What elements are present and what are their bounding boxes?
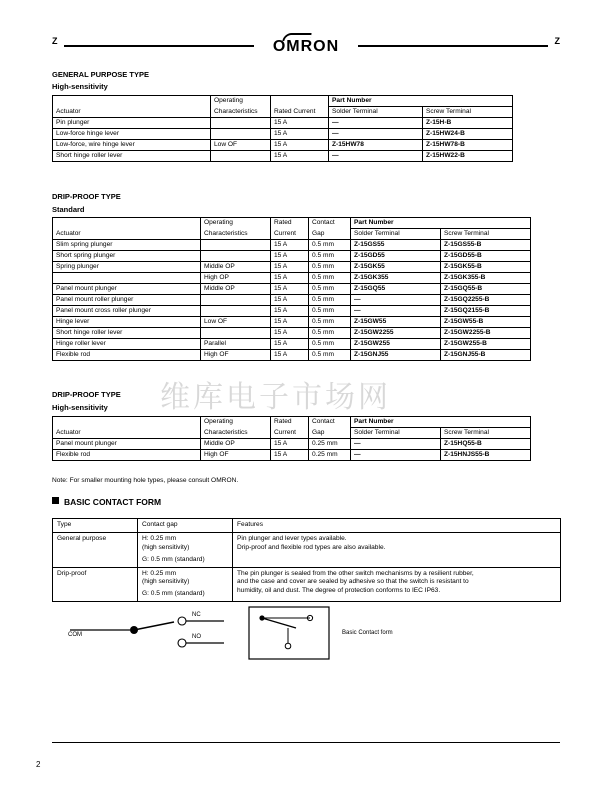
header-cell-operating: Operating xyxy=(211,96,271,107)
cell-solder: Z-15GW2255 xyxy=(351,328,441,339)
table-row xyxy=(53,129,513,140)
cell-gap: 0.5 mm xyxy=(309,339,351,350)
page-header xyxy=(0,28,612,62)
header-cell-actuator: Actuator xyxy=(53,229,201,240)
cell-contact-gap xyxy=(138,567,233,602)
page-number: 2 xyxy=(36,760,41,769)
header-cell-gap: Gap xyxy=(309,229,351,240)
section-title-dripproof-high: DRIP-PROOF TYPE xyxy=(52,390,121,399)
cell-screw: Z-15GW2255-B xyxy=(441,328,531,339)
cell-solder: — xyxy=(351,295,441,306)
cell-actuator: Low-force, wire hinge lever xyxy=(53,140,211,151)
cell-screw: Z-15GQ2155-B xyxy=(441,306,531,317)
gap-line: G: 0.5 mm (standard) xyxy=(142,555,205,563)
cell-operating xyxy=(211,151,271,162)
table-row xyxy=(53,295,531,306)
cell-contact-gap xyxy=(138,532,233,567)
section-subtitle-dripproof-standard: Standard xyxy=(52,205,85,214)
header-rule-right xyxy=(358,45,548,47)
cell-actuator: Spring plunger xyxy=(53,262,201,273)
header-cell-characteristics: Characteristics xyxy=(201,229,271,240)
cell-solder: — xyxy=(351,306,441,317)
table-header-row xyxy=(53,519,561,533)
cell-solder: — xyxy=(329,151,423,162)
table-row xyxy=(53,532,561,567)
cell-screw: Z-15H-B xyxy=(423,118,513,129)
cell-gap: 0.5 mm xyxy=(309,251,351,262)
table-header-row xyxy=(53,417,531,428)
cell-solder: Z-15GNJ55 xyxy=(351,350,441,361)
cell-gap: 0.25 mm xyxy=(309,450,351,461)
header-cell-part-number: Part Number xyxy=(351,417,531,428)
cell-current: 15 A xyxy=(271,273,309,284)
header-cell-blank xyxy=(53,218,201,229)
section-subtitle-general: High-sensitivity xyxy=(52,82,108,91)
gap-line: G: 0.5 mm (standard) xyxy=(142,590,205,598)
table-header-row-2 xyxy=(53,107,513,118)
table-row xyxy=(53,567,561,602)
feature-line: Drip-proof and flexible rod types are also available. xyxy=(237,543,386,551)
header-cell-rated: Rated xyxy=(271,218,309,229)
cell-current: 15 A xyxy=(271,328,309,339)
header-cell-gap: Gap xyxy=(309,428,351,439)
cell-current: 15 A xyxy=(271,129,329,140)
cell-type: Drip-proof xyxy=(53,567,138,602)
cell-current: 15 A xyxy=(271,306,309,317)
cell-actuator: Slim spring plunger xyxy=(53,240,201,251)
cell-screw: Z-15HW24-B xyxy=(423,129,513,140)
basic-contact-form-heading xyxy=(52,497,161,507)
cell-screw: Z-15GW55-B xyxy=(441,317,531,328)
label-com: COM xyxy=(68,632,82,638)
cell-operating: High OF xyxy=(201,450,271,461)
cell-screw: Z-15GD55-B xyxy=(441,251,531,262)
table-row xyxy=(53,240,531,251)
cell-screw: Z-15GW255-B xyxy=(441,339,531,350)
cell-screw: Z-15GK55-B xyxy=(441,262,531,273)
label-no: NO xyxy=(192,634,201,640)
header-cell-blank xyxy=(53,96,211,107)
cell-operating: Low OF xyxy=(211,140,271,151)
cell-gap: 0.5 mm xyxy=(309,284,351,295)
gap-line: H: 0.25 mm xyxy=(142,569,177,577)
table-row xyxy=(53,450,531,461)
cell-screw: Z-15GK355-B xyxy=(441,273,531,284)
cell-operating xyxy=(211,118,271,129)
header-cell-contact: Contact xyxy=(309,218,351,229)
cell-actuator: Panel mount plunger xyxy=(53,439,201,450)
header-cell-operating: Operating xyxy=(201,417,271,428)
cell-screw: Z-15GQ2255-B xyxy=(441,295,531,306)
cell-actuator: Short spring plunger xyxy=(53,251,201,262)
gap-line: (high sensitivity) xyxy=(142,578,190,586)
table-header-row xyxy=(53,218,531,229)
cell-solder: Z-15GW55 xyxy=(351,317,441,328)
watermark-text: 维库电子市场网 xyxy=(160,380,391,415)
cell-solder: Z-15GK55 xyxy=(351,262,441,273)
cell-operating: Middle OP xyxy=(201,284,271,295)
cell-operating xyxy=(201,295,271,306)
header-cell-characteristics: Characteristics xyxy=(211,107,271,118)
table-basic-contact-form xyxy=(52,518,561,602)
cell-current: 15 A xyxy=(271,295,309,306)
table-header-row xyxy=(53,96,513,107)
header-cell-actuator: Actuator xyxy=(53,107,211,118)
header-cell-characteristics: Characteristics xyxy=(201,428,271,439)
cell-operating: Parallel xyxy=(201,339,271,350)
cell-gap: 0.5 mm xyxy=(309,262,351,273)
cell-actuator: Hinge lever xyxy=(53,317,201,328)
cell-solder: — xyxy=(351,439,441,450)
header-cell-contact-gap: Contact gap xyxy=(138,519,233,533)
cell-actuator: Short hinge roller lever xyxy=(53,328,201,339)
cell-gap: 0.5 mm xyxy=(309,317,351,328)
cell-actuator: Flexible rod xyxy=(53,450,201,461)
table-row xyxy=(53,339,531,350)
feature-line: humidity, oil and dust. The degree of protection conforms to IEC IP63. xyxy=(237,587,441,595)
cell-solder: Z-15GW255 xyxy=(351,339,441,350)
table-row xyxy=(53,151,513,162)
feature-line: The pin plunger is sealed from the other switch mechanisms by a resilient rubber, xyxy=(237,569,474,577)
header-cell-screw-terminal: Screw Terminal xyxy=(441,428,531,439)
cell-current: 15 A xyxy=(271,240,309,251)
bullet-square-icon xyxy=(52,497,59,504)
cell-solder: — xyxy=(329,129,423,140)
cell-operating xyxy=(201,240,271,251)
header-cell-screw-terminal: Screw Terminal xyxy=(423,107,513,118)
cell-gap: 0.5 mm xyxy=(309,295,351,306)
header-cell-current: Current xyxy=(271,428,309,439)
basic-contact-form-title: BASIC CONTACT FORM xyxy=(64,497,162,507)
omron-swoosh-icon xyxy=(282,33,311,41)
cell-current: 15 A xyxy=(271,284,309,295)
cell-operating: High OF xyxy=(201,350,271,361)
table-header-row-2 xyxy=(53,229,531,240)
feature-line: and the case and cover are sealed by adhesive so that the switch is resistant to xyxy=(237,578,469,586)
cell-actuator: Low-force hinge lever xyxy=(53,129,211,140)
cell-gap: 0.5 mm xyxy=(309,350,351,361)
header-cell-features: Features xyxy=(233,519,561,533)
cell-operating: Middle OP xyxy=(201,439,271,450)
table-dripproof-standard xyxy=(52,217,531,361)
cell-screw: Z-15HW78-B xyxy=(423,140,513,151)
cell-current: 15 A xyxy=(271,450,309,461)
cell-screw: Z-15HNJS55-B xyxy=(441,450,531,461)
table-row xyxy=(53,140,513,151)
cell-solder: Z-15GK355 xyxy=(351,273,441,284)
cell-gap: 0.5 mm xyxy=(309,273,351,284)
table-general-purpose xyxy=(52,95,513,162)
cell-operating xyxy=(201,328,271,339)
cell-solder: — xyxy=(329,118,423,129)
header-cell-rated-blank xyxy=(271,96,329,107)
header-cell-part-number: Part Number xyxy=(329,96,513,107)
nc-node-icon xyxy=(178,617,186,625)
cell-solder: Z-15GQ55 xyxy=(351,284,441,295)
cell-screw: Z-15HW22-B xyxy=(423,151,513,162)
header-cell-solder-terminal: Solder Terminal xyxy=(351,428,441,439)
table-row xyxy=(53,284,531,295)
cell-operating: High OP xyxy=(201,273,271,284)
cell-current: 15 A xyxy=(271,317,309,328)
table-row xyxy=(53,251,531,262)
cell-actuator: Pin plunger xyxy=(53,118,211,129)
header-cell-solder-terminal: Solder Terminal xyxy=(329,107,423,118)
table-row xyxy=(53,118,513,129)
cell-operating xyxy=(211,129,271,140)
brand-logo-text: OMRON xyxy=(272,38,340,55)
section-subtitle-dripproof-high: High-sensitivity xyxy=(52,403,108,412)
header-cell-current: Current xyxy=(271,229,309,240)
no-node-icon xyxy=(178,639,186,647)
cell-current: 15 A xyxy=(271,251,309,262)
cell-operating xyxy=(201,251,271,262)
feature-line: Pin plunger and lever types available. xyxy=(237,534,347,542)
cell-solder: Z-15HW78 xyxy=(329,140,423,151)
header-cell-solder-terminal: Solder Terminal xyxy=(351,229,441,240)
cell-current: 15 A xyxy=(271,151,329,162)
table-header-row-2 xyxy=(53,428,531,439)
cell-actuator: Hinge roller lever xyxy=(53,339,201,350)
table-row xyxy=(53,350,531,361)
cell-gap: 0.5 mm xyxy=(309,240,351,251)
cell-current: 15 A xyxy=(271,339,309,350)
cell-solder: — xyxy=(351,450,441,461)
section-title-general: GENERAL PURPOSE TYPE xyxy=(52,70,149,79)
header-cell-rated: Rated xyxy=(271,417,309,428)
table-row xyxy=(53,306,531,317)
footer-rule xyxy=(52,742,560,743)
table-row xyxy=(53,439,531,450)
cell-gap: 0.25 mm xyxy=(309,439,351,450)
table-row xyxy=(53,262,531,273)
cell-current: 15 A xyxy=(271,439,309,450)
header-cell-type: Type xyxy=(53,519,138,533)
cell-solder: Z-15GS55 xyxy=(351,240,441,251)
label-nc: NC xyxy=(192,612,201,618)
cell-gap: 0.5 mm xyxy=(309,306,351,317)
cell-current: 15 A xyxy=(271,118,329,129)
cell-type: General purpose xyxy=(53,532,138,567)
table-row xyxy=(53,273,531,284)
diagram-caption: Basic Contact form xyxy=(342,630,393,636)
header-cell-screw-terminal: Screw Terminal xyxy=(441,229,531,240)
header-cell-part-number: Part Number xyxy=(351,218,531,229)
cell-actuator: Panel mount plunger xyxy=(53,284,201,295)
cell-actuator: Panel mount roller plunger xyxy=(53,295,201,306)
cell-current: 15 A xyxy=(271,262,309,273)
header-cell-actuator: Actuator xyxy=(53,428,201,439)
header-right-mark: Z xyxy=(554,36,560,46)
cell-screw: Z-15GS55-B xyxy=(441,240,531,251)
header-cell-blank xyxy=(53,417,201,428)
gap-line: (high sensitivity) xyxy=(142,543,190,551)
cell-solder: Z-15GD55 xyxy=(351,251,441,262)
cell-actuator xyxy=(53,273,201,284)
cell-screw: Z-15HQ55-B xyxy=(441,439,531,450)
switch-body-diagram xyxy=(248,606,338,671)
cell-operating: Middle OP xyxy=(201,262,271,273)
cell-current: 15 A xyxy=(271,140,329,151)
cell-screw: Z-15GNJ55-B xyxy=(441,350,531,361)
header-left-mark: Z xyxy=(52,36,58,46)
cell-operating: Low OF xyxy=(201,317,271,328)
table-row xyxy=(53,328,531,339)
cell-actuator: Panel mount cross roller plunger xyxy=(53,306,201,317)
cell-current: 15 A xyxy=(271,350,309,361)
cell-actuator: Short hinge roller lever xyxy=(53,151,211,162)
section-title-dripproof-standard: DRIP-PROOF TYPE xyxy=(52,192,121,201)
contact-form-diagrams xyxy=(52,612,560,682)
cell-operating xyxy=(201,306,271,317)
header-cell-operating: Operating xyxy=(201,218,271,229)
header-cell-contact: Contact xyxy=(309,417,351,428)
cell-actuator: Flexible rod xyxy=(53,350,201,361)
note-text: Note: For smaller mounting hole types, please consult OMRON. xyxy=(52,477,239,484)
cell-features xyxy=(233,532,561,567)
cell-features xyxy=(233,567,561,602)
cell-screw: Z-15GQ55-B xyxy=(441,284,531,295)
gap-line: H: 0.25 mm xyxy=(142,534,177,542)
cell-gap: 0.5 mm xyxy=(309,328,351,339)
header-cell-rated-current: Rated Current xyxy=(271,107,329,118)
contact-schematic-diagram xyxy=(52,612,252,682)
table-dripproof-high xyxy=(52,416,531,461)
table-row xyxy=(53,317,531,328)
